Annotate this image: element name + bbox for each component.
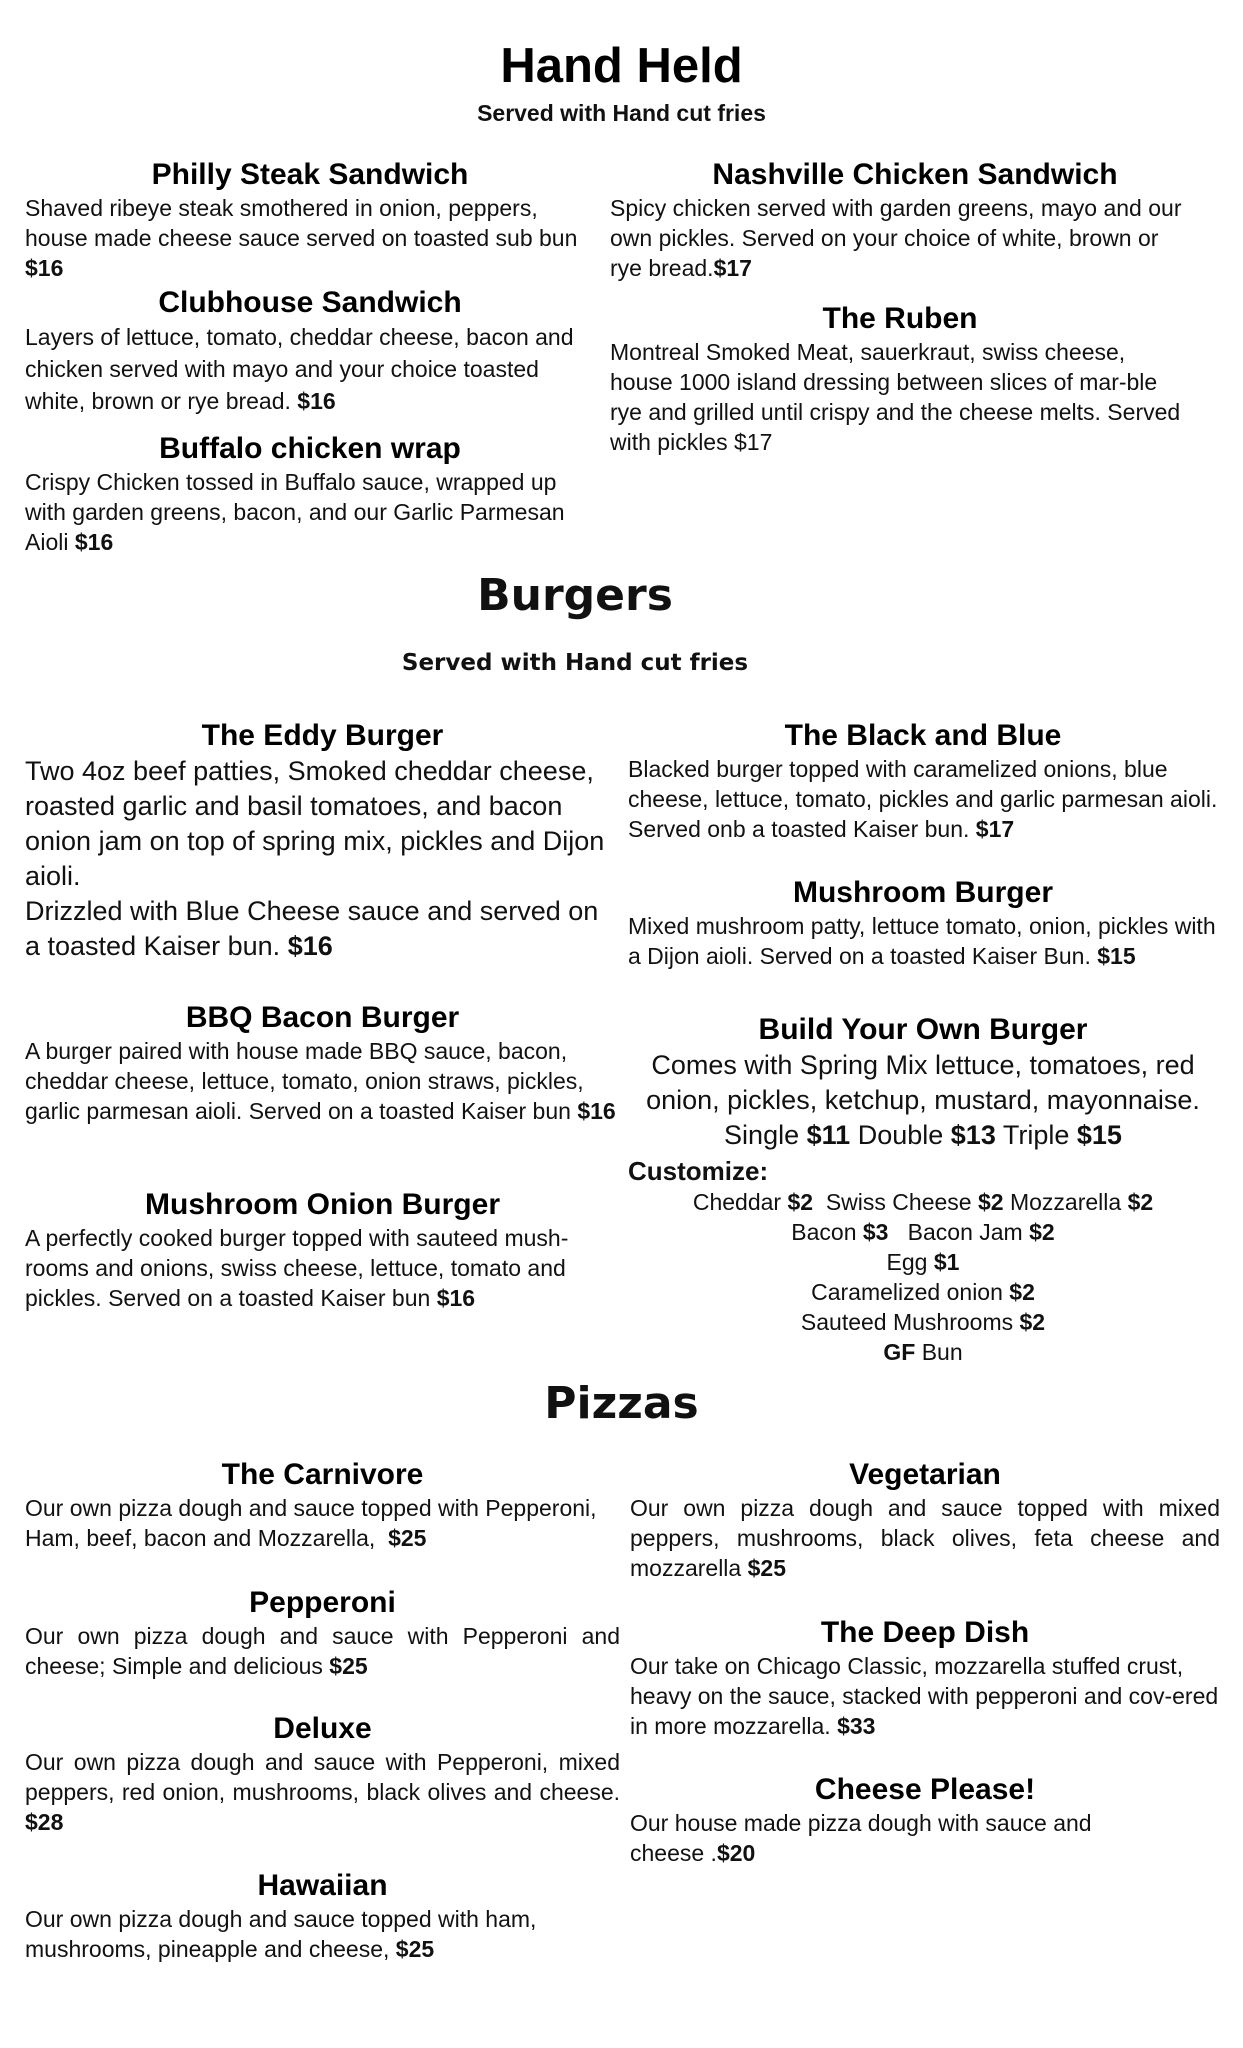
- item-title: Deluxe: [273, 1712, 372, 1745]
- hand-held-subheading: Served with Hand cut fries: [477, 100, 766, 126]
- menu-item-pepperoni: [25, 1585, 620, 1681]
- item-description: Spicy chicken served with garden greens, mayo and our own pickles. Served on your choice of white, brown or rye bread.$17: [610, 195, 1182, 281]
- item-title: Mushroom Burger: [792, 876, 1053, 909]
- item-title: Pepperoni: [249, 1586, 396, 1619]
- item-title: Hawaiian: [257, 1869, 388, 1902]
- item-title: Clubhouse Sandwich: [158, 286, 462, 319]
- item-price: $25: [329, 1653, 368, 1679]
- item-title: Nashville Chicken Sandwich: [712, 158, 1118, 191]
- item-description: Comes with Spring Mix lettuce, tomatoes, red onion, pickles, ketchup, mustard, mayonnaise. Single $11 Double $13 Triple $15: [628, 1048, 1218, 1153]
- item-title: Build Your Own Burger: [758, 1013, 1088, 1046]
- item-title: The Carnivore: [221, 1458, 424, 1491]
- item-description: A burger paired with house made BBQ sauce, bacon, cheddar cheese, lettuce, tomato, onion straws, pickles, garlic parmesan aioli. Served on a toasted Kaiser bun $16: [25, 1038, 616, 1124]
- hand-held-heading: Hand Held: [500, 39, 743, 93]
- menu-item-build-your-own: [628, 1012, 1218, 1367]
- item-description: Crispy Chicken tossed in Buffalo sauce, wrapped up with garden greens, bacon, and our Garlic Parmesan Aioli $16: [25, 469, 565, 555]
- item-description: Blacked burger topped with caramelized onions, blue cheese, lettuce, tomato, pickles and garlic parmesan aioli. Served onb a toasted Kaiser bun. $17: [628, 756, 1218, 842]
- item-price: $16: [297, 388, 336, 414]
- item-description: Our own pizza dough and sauce topped with mixed peppers, mushrooms, black olives, feta cheese and mozzarella $25: [630, 1495, 1220, 1581]
- menu-item-deluxe: [25, 1711, 620, 1837]
- item-description: A perfectly cooked burger topped with sauteed mush-rooms and onions, swiss cheese, lettuce, tomato and pickles. Served on a toasted Kaiser bun $16: [25, 1225, 569, 1311]
- menu-item-vegetarian: [630, 1457, 1220, 1583]
- item-price: $20: [716, 1840, 756, 1866]
- item-title: Buffalo chicken wrap: [159, 432, 461, 465]
- menu-item-bbq-bacon: [25, 1000, 620, 1126]
- menu-item-nashville: [610, 157, 1190, 283]
- item-title: Cheese Please!: [814, 1773, 1036, 1806]
- item-description: Our house made pizza dough with sauce and cheese .$20: [630, 1810, 1092, 1866]
- menu-item-mushroom-onion: [25, 1187, 620, 1313]
- size-prices: Single $11 Double $13 Triple $15: [724, 1120, 1122, 1150]
- menu-item-philly: [25, 157, 595, 283]
- menu-item-black-and-blue: [628, 718, 1218, 844]
- item-title: Vegetarian: [849, 1458, 1001, 1491]
- item-description: Mixed mushroom patty, lettuce tomato, onion, pickles with a Dijon aioli. Served on a toasted Kaiser Bun. $15: [628, 913, 1216, 969]
- item-price: $25: [388, 1525, 427, 1551]
- item-price: $16: [74, 529, 114, 555]
- burgers-heading: Burgers: [477, 570, 673, 621]
- item-description: Our take on Chicago Classic, mozzarella stuffed crust, heavy on the sauce, stacked with pepperoni and cov-ered in more mozzarella. $33: [630, 1653, 1219, 1739]
- item-price: $17: [975, 816, 1015, 842]
- item-description: Our own pizza dough and sauce topped with ham, mushrooms, pineapple and cheese, $25: [25, 1906, 537, 1962]
- item-price: $33: [837, 1713, 876, 1739]
- item-price: $25: [395, 1936, 435, 1962]
- item-description: Montreal Smoked Meat, sauerkraut, swiss cheese, house 1000 island dressing between slices of mar-ble rye and grilled until crispy and the cheese melts. Served with pickles $17: [610, 339, 1181, 455]
- item-price: $16: [577, 1098, 616, 1124]
- menu-item-clubhouse: [25, 285, 595, 417]
- item-description: Shaved ribeye steak smothered in onion, peppers, house made cheese sauce served on toasted sub bun $16: [25, 195, 578, 281]
- item-price: $16: [436, 1285, 476, 1311]
- item-description: Layers of lettuce, tomato, cheddar cheese, bacon and chicken served with mayo and your choice toasted white, brown or rye bread. $16: [25, 324, 574, 414]
- menu-item-hawaiian: [25, 1868, 620, 1964]
- item-title: The Black and Blue: [784, 719, 1062, 752]
- item-price: $17: [713, 255, 752, 281]
- item-price: $15: [1097, 943, 1136, 969]
- menu-item-mushroom-burger: [628, 875, 1218, 971]
- item-price: $25: [747, 1555, 786, 1581]
- item-title: Mushroom Onion Burger: [145, 1188, 500, 1221]
- menu-item-eddy-burger: [25, 718, 620, 964]
- customize-label: Customize:: [628, 1156, 769, 1186]
- menu-item-ruben: [610, 301, 1190, 457]
- item-description: Two 4oz beef patties, Smoked cheddar cheese, roasted garlic and basil tomatoes, and bacon onion jam on top of spring mix, pickles and Dijon aioli. Drizzled with Blue Cheese sauce and served on a toasted Kaiser bun. $16: [25, 756, 605, 961]
- item-title: The Eddy Burger: [201, 719, 444, 752]
- item-price: $16: [287, 931, 333, 961]
- menu-item-deep-dish: [630, 1615, 1220, 1741]
- item-description: Our own pizza dough and sauce with Pepperoni, mixed peppers, red onion, mushrooms, black olives and cheese. $28: [25, 1749, 620, 1835]
- customize-options: Cheddar $2 Swiss Cheese $2 Mozzarella $2 Bacon $3 Bacon Jam $2 Egg $1 Caramelized onion $2 Sauteed Mushrooms $2 GF Bun: [692, 1189, 1154, 1365]
- menu-item-cheese-please: [630, 1772, 1220, 1868]
- item-price: $28: [25, 1809, 64, 1835]
- item-price: $16: [25, 255, 64, 281]
- item-title: The Deep Dish: [820, 1616, 1030, 1649]
- item-description: Our own pizza dough and sauce topped with Pepperoni, Ham, beef, bacon and Mozzarella, $25: [25, 1495, 597, 1551]
- menu-item-buffalo-wrap: [25, 431, 595, 557]
- burgers-subheading: Served with Hand cut fries: [401, 650, 749, 676]
- item-title: Philly Steak Sandwich: [151, 158, 469, 191]
- pizzas-heading: Pizzas: [544, 1378, 699, 1429]
- item-description: Our own pizza dough and sauce with Pepperoni and cheese; Simple and delicious $25: [25, 1623, 620, 1679]
- menu-item-carnivore: [25, 1457, 620, 1553]
- item-title: The Ruben: [822, 302, 978, 335]
- item-title: BBQ Bacon Burger: [185, 1001, 460, 1034]
